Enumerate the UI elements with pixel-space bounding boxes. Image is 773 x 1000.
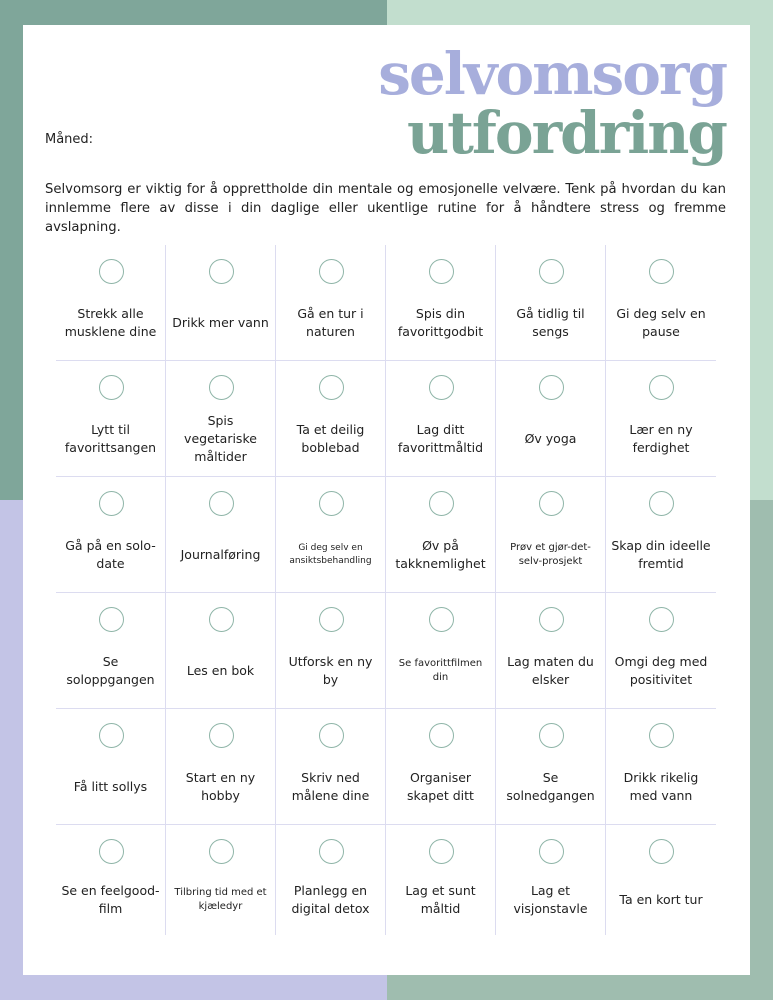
challenge-cell[interactable]	[496, 477, 606, 593]
challenge-label: Gi deg selv en ansiktsbehandling	[289, 542, 372, 566]
checkbox-circle-icon[interactable]	[319, 607, 344, 632]
checkbox-circle-icon[interactable]	[539, 491, 564, 516]
challenge-cell[interactable]	[386, 709, 496, 825]
challenge-label: Utforsk en ny by	[288, 653, 373, 687]
challenge-cell[interactable]	[276, 709, 386, 825]
challenge-label: Strekk alle musklene dine	[64, 305, 157, 339]
challenge-label: Drikk rikelig med vann	[623, 769, 699, 803]
challenge-label: Organiser skapet ditt	[407, 769, 474, 803]
challenge-cell[interactable]	[276, 593, 386, 709]
checkbox-circle-icon[interactable]	[429, 839, 454, 864]
challenge-cell[interactable]	[496, 825, 606, 935]
checkbox-circle-icon[interactable]	[429, 259, 454, 284]
challenge-label: Få litt sollys	[73, 778, 148, 794]
challenge-cell[interactable]	[276, 825, 386, 935]
checkbox-circle-icon[interactable]	[209, 607, 234, 632]
checkbox-circle-icon[interactable]	[429, 375, 454, 400]
checkbox-circle-icon[interactable]	[99, 839, 124, 864]
challenge-cell[interactable]	[386, 477, 496, 593]
challenge-label: Øv på takknemlighet	[395, 537, 486, 571]
title-line-1: selvomsorg	[378, 40, 726, 108]
challenge-cell[interactable]	[166, 361, 276, 477]
challenge-label: Ta en kort tur	[619, 892, 703, 907]
checkbox-circle-icon[interactable]	[649, 259, 674, 284]
checkbox-circle-icon[interactable]	[319, 375, 344, 400]
challenge-cell[interactable]	[496, 245, 606, 361]
challenge-grid	[56, 245, 716, 935]
worksheet-card	[23, 25, 750, 975]
challenge-cell[interactable]	[166, 709, 276, 825]
checkbox-circle-icon[interactable]	[429, 723, 454, 748]
checkbox-circle-icon[interactable]	[209, 723, 234, 748]
checkbox-circle-icon[interactable]	[539, 607, 564, 632]
challenge-label: Se soloppgangen	[66, 653, 155, 687]
checkbox-circle-icon[interactable]	[539, 723, 564, 748]
challenge-cell[interactable]	[56, 477, 166, 593]
challenge-cell[interactable]	[386, 825, 496, 935]
checkbox-circle-icon[interactable]	[99, 723, 124, 748]
checkbox-circle-icon[interactable]	[429, 607, 454, 632]
checkbox-circle-icon[interactable]	[99, 491, 124, 516]
challenge-cell[interactable]	[386, 361, 496, 477]
page-title	[378, 40, 726, 167]
challenge-label: Drikk mer vann	[172, 314, 269, 330]
challenge-cell[interactable]	[606, 593, 716, 709]
challenge-cell[interactable]	[166, 245, 276, 361]
challenge-label: Start en ny hobby	[185, 769, 256, 803]
checkbox-circle-icon[interactable]	[539, 839, 564, 864]
checkbox-circle-icon[interactable]	[539, 259, 564, 284]
challenge-cell[interactable]	[166, 593, 276, 709]
challenge-cell[interactable]	[276, 477, 386, 593]
checkbox-circle-icon[interactable]	[319, 259, 344, 284]
title-line-2: utfordring	[406, 99, 726, 167]
challenge-cell[interactable]	[606, 245, 716, 361]
challenge-label: Gå tidlig til sengs	[516, 305, 585, 339]
challenge-cell[interactable]	[386, 593, 496, 709]
challenge-label: Se favorittfilmen din	[398, 657, 483, 683]
checkbox-circle-icon[interactable]	[649, 723, 674, 748]
challenge-cell[interactable]	[56, 593, 166, 709]
challenge-label: Lær en ny ferdighet	[629, 421, 693, 455]
challenge-label: Omgi deg med positivitet	[614, 653, 708, 687]
challenge-cell[interactable]	[496, 709, 606, 825]
challenge-label: Tilbring tid med et kjæledyr	[174, 887, 267, 912]
challenge-label: Spis vegetariske måltider	[184, 412, 257, 464]
challenge-label: Lag ditt favorittmåltid	[397, 421, 484, 455]
challenge-label: Gå en tur i naturen	[297, 305, 364, 339]
challenge-cell[interactable]	[606, 361, 716, 477]
challenge-label: Se solnedgangen	[506, 769, 595, 803]
challenge-cell[interactable]	[166, 477, 276, 593]
challenge-label: Skriv ned målene dine	[291, 769, 370, 803]
challenge-label: Øv yoga	[524, 430, 577, 446]
intro-text: Selvomsorg er viktig for å opprettholde din mentale og emosjonelle velvære. Tenk på hvordan du kan innlemme flere av disse i din daglige eller ukentlige rutine for å håndtere stress og fremme avslapning.	[45, 182, 726, 235]
checkbox-circle-icon[interactable]	[649, 607, 674, 632]
challenge-label: Lag et visjonstavle	[513, 883, 588, 916]
checkbox-circle-icon[interactable]	[209, 839, 234, 864]
challenge-cell[interactable]	[386, 245, 496, 361]
checkbox-circle-icon[interactable]	[209, 491, 234, 516]
challenge-label: Gå på en solo-date	[65, 537, 156, 571]
challenge-cell[interactable]	[606, 709, 716, 825]
challenge-label: Lytt til favorittsangen	[64, 421, 157, 455]
checkbox-circle-icon[interactable]	[649, 839, 674, 864]
challenge-label: Prøv et gjør-det-selv-prosjekt	[510, 541, 591, 567]
challenge-label: Spis din favorittgodbit	[397, 305, 484, 339]
challenge-cell[interactable]	[496, 593, 606, 709]
challenge-cell[interactable]	[496, 361, 606, 477]
checkbox-circle-icon[interactable]	[429, 491, 454, 516]
challenge-label: Skap din ideelle fremtid	[611, 537, 711, 571]
challenge-cell[interactable]	[276, 361, 386, 477]
checkbox-circle-icon[interactable]	[99, 607, 124, 632]
challenge-label: Planlegg en digital detox	[291, 883, 370, 916]
checkbox-circle-icon[interactable]	[99, 259, 124, 284]
challenge-label: Se en feelgood-film	[61, 883, 160, 916]
checkbox-circle-icon[interactable]	[649, 375, 674, 400]
challenge-label: Ta et deilig boblebad	[296, 421, 365, 455]
checkbox-circle-icon[interactable]	[539, 375, 564, 400]
checkbox-circle-icon[interactable]	[209, 375, 234, 400]
checkbox-circle-icon[interactable]	[649, 491, 674, 516]
checkbox-circle-icon[interactable]	[99, 375, 124, 400]
challenge-label: Lag et sunt måltid	[405, 883, 476, 916]
checkbox-circle-icon[interactable]	[319, 491, 344, 516]
challenge-label: Journalføring	[180, 546, 261, 562]
challenge-cell[interactable]	[606, 477, 716, 593]
checkbox-circle-icon[interactable]	[319, 839, 344, 864]
challenge-label: Les en bok	[186, 662, 255, 678]
checkbox-circle-icon[interactable]	[209, 259, 234, 284]
challenge-cell[interactable]	[56, 245, 166, 361]
challenge-cell[interactable]	[276, 245, 386, 361]
challenge-cell[interactable]	[56, 825, 166, 935]
challenge-cell[interactable]	[606, 825, 716, 935]
month-label: Måned:	[45, 132, 94, 147]
challenge-cell[interactable]	[56, 709, 166, 825]
challenge-label: Lag maten du elsker	[507, 653, 594, 687]
challenge-label: Gi deg selv en pause	[616, 305, 706, 339]
challenge-cell[interactable]	[166, 825, 276, 935]
challenge-cell[interactable]	[56, 361, 166, 477]
checkbox-circle-icon[interactable]	[319, 723, 344, 748]
